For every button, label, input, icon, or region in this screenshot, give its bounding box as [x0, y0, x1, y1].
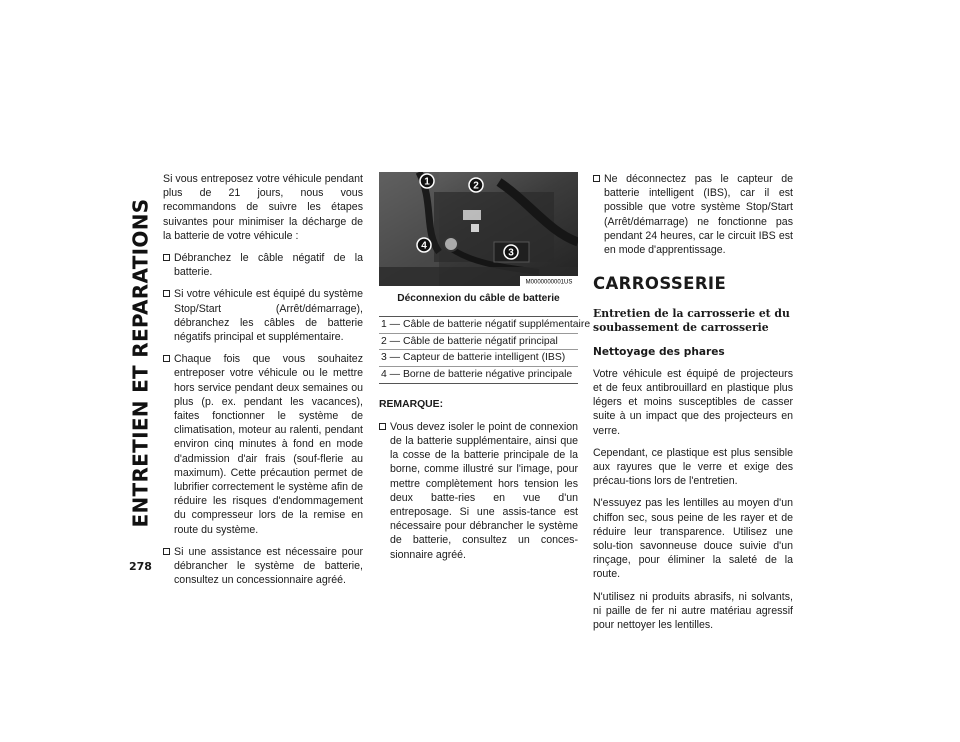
storage-steps-list — [163, 251, 363, 587]
checkbox-bullet-icon — [593, 175, 600, 182]
list-item: Si votre véhicule est équipé du système Stop/Start (Arrêt/démarrage), débranchez les câbles de batterie négatifs principal et supplémentaire. — [163, 287, 363, 344]
svg-text:3: 3 — [508, 247, 514, 259]
svg-text:2: 2 — [473, 180, 479, 192]
checkbox-bullet-icon — [163, 548, 170, 555]
side-running-title — [128, 168, 152, 558]
note-list — [379, 420, 578, 562]
section-title: CARROSSERIE — [593, 274, 727, 294]
battery-cable-photo — [379, 172, 578, 286]
checkbox-bullet-icon — [163, 254, 170, 261]
note-list-continued — [593, 172, 793, 257]
list-item: Chaque fois que vous souhaitez entreposer votre véhicule ou le mettre hors service pendant deux semaines ou plus (p. ex. pendant les vacances), faites fonctionner le système de climatisation, moteur au ralenti, pendant environ cinq minutes à fond en mode d'admission d'air frais (souf-flerie au maximum). Cette précaution permet de lubrifier correctement le système afin de réduire les risques d'endommagement du compresseur lors de la remise en route du système. — [163, 352, 363, 537]
note-label: REMARQUE: — [379, 398, 444, 410]
paragraph: N'essuyez pas les lentilles au moyen d'un chiffon sec, sous peine de les rayer et de réduire leur transparence. Utilisez une solu-tion savonneuse douce suivie d'un rinçage, pour éliminer la saleté de la route. — [593, 497, 793, 581]
svg-text:1: 1 — [424, 176, 430, 188]
paragraph: N'utilisez ni produits abrasifs, ni solvants, ni paille de fer ni autre matériau agressif pour nettoyer les lentilles. — [593, 590, 793, 632]
callout-1 — [420, 174, 434, 188]
battery-photo-illustration — [379, 172, 578, 286]
list-item: Vous devez isoler le point de connexion de la batterie supplémentaire, ainsi que la cosse de la batterie principale de la borne, comme illustré sur l'image, pour mettre complètement hors tension les deux batte-ries en vue d'un entreposage. Si une assis-tance est nécessaire pour débrancher le système de batterie, consultez un conces-sionnaire agréé. — [379, 420, 578, 562]
svg-text:4: 4 — [421, 240, 427, 252]
figure-legend — [379, 316, 591, 383]
callout-2 — [469, 178, 483, 192]
subsubsection-title: Nettoyage des phares — [593, 345, 725, 358]
column-right — [593, 172, 793, 640]
callout-4 — [417, 238, 431, 252]
intro-paragraph: Si vous entreposez votre véhicule pendant plus de 21 jours, nous vous recommandons de suivre les étapes suivantes pour minimiser la décharge de la batterie de votre véhicule : — [163, 173, 363, 242]
subsection-title: Entretien de la carrosserie et du soubassement de carrosserie — [593, 307, 790, 335]
list-item: Si une assistance est nécessaire pour débrancher le système de batterie, consultez un concessionnaire agréé. — [163, 545, 363, 588]
list-item: Débranchez le câble négatif de la batterie. — [163, 251, 363, 279]
paragraph: Cependant, ce plastique est plus sensible aux rayures que le verre et exige des précau-tions lors de l'entretien. — [593, 446, 793, 488]
legend-item: 1 — Câble de batterie négatif supplémentaire — [381, 319, 591, 331]
figure-caption: Déconnexion du câble de batterie — [397, 293, 560, 304]
list-item: Ne déconnectez pas le capteur de batterie intelligent (IBS), car il est possible que votre système Stop/Start (Arrêt/démarrage) ne fonctionne pas pendant 24 heures, car le circuit IBS est en mode d'apprentissage. — [593, 172, 793, 257]
checkbox-bullet-icon — [163, 290, 170, 297]
side-title-text: ENTRETIEN ET REPARATIONS — [128, 198, 153, 528]
page-number: 278 — [129, 560, 152, 573]
column-middle — [379, 172, 591, 570]
callout-3 — [504, 245, 518, 259]
image-code: M0000000001US — [525, 279, 573, 286]
paragraph: Votre véhicule est équipé de projecteurs et de feux antibrouillard en plastique plus légers et moins susceptibles de casser suite à un impact que des projecteurs en verre. — [593, 367, 793, 437]
legend-item: 4 — Borne de batterie négative principale — [379, 366, 578, 383]
column-left — [163, 172, 363, 595]
legend-item: 2 — Câble de batterie négatif principal — [379, 333, 578, 350]
legend-item: 3 — Capteur de batterie intelligent (IBS) — [379, 349, 578, 366]
checkbox-bullet-icon — [163, 355, 170, 362]
checkbox-bullet-icon — [379, 423, 386, 430]
